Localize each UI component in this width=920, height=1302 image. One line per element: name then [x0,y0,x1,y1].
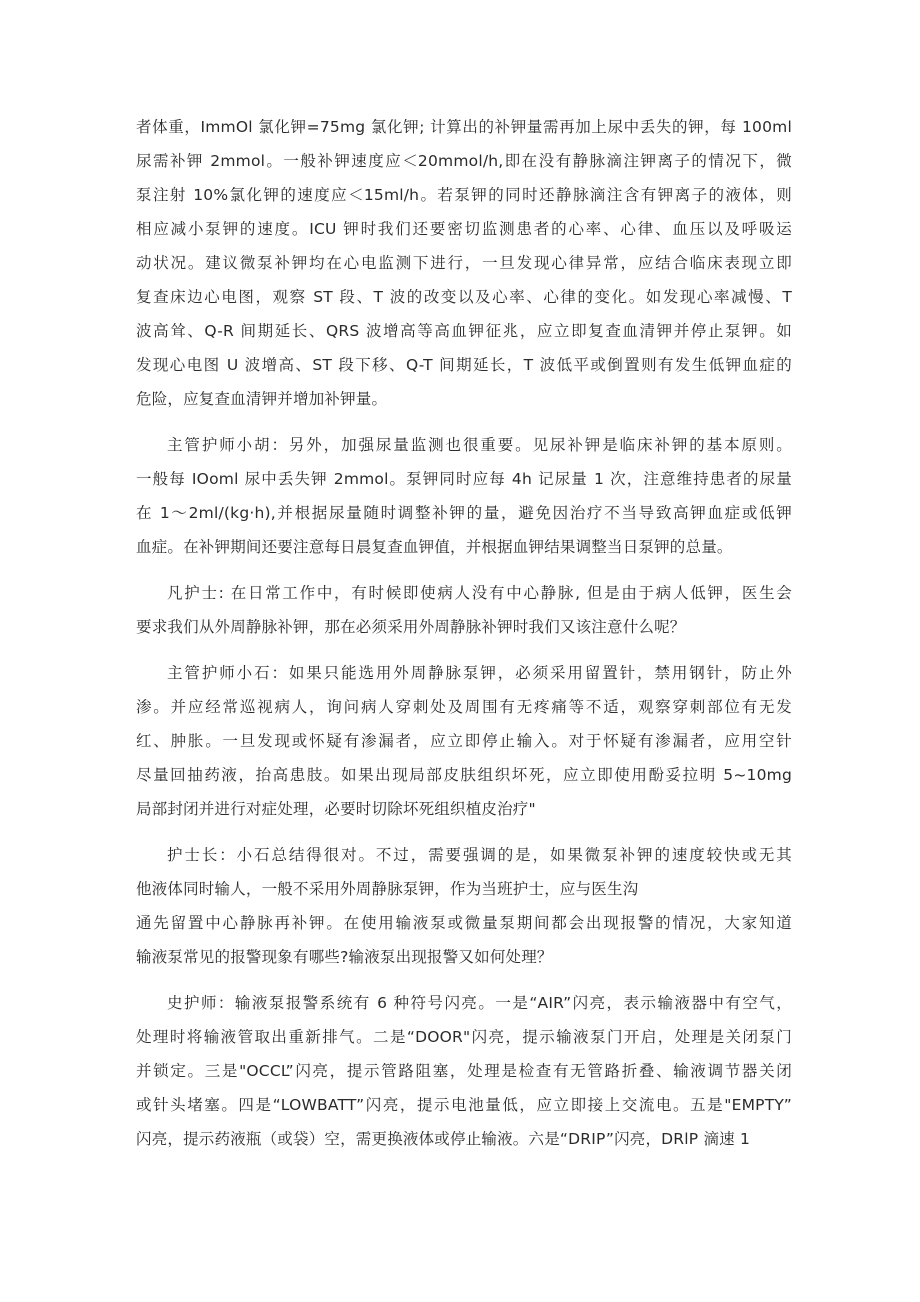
text-line: 闪亮，提示药液瓶（或袋）空，需更换液体或停止输液。六是“DRIP”闪亮，DRlP 滴速 1 [136,1130,751,1148]
text-line: 局部封闭并进行对症处理，必要时切除坏死组织植皮治疗" [136,800,536,818]
text-line: 渗。并应经常巡视病人，询问病人穿刺处及周围有无疼痛等不适，观察穿刺部位有无发 [136,698,792,716]
text-line: 血症。在补钾期间还要注意每日晨复查血钾值，并根据血钾结果调整当日泵钾的总量。 [136,538,733,556]
text-line: 处理时将输液管取出重新排气。二是“DOOR"闪亮，提示输液泵门开启，处理是关闭泵门 [136,1028,792,1046]
text-line: 他液体同时输人，一般不采用外周静脉泵钾，作为当班护士，应与医生沟 [136,880,639,898]
text-line: 尿需补钾 2mmol。一般补钾速度应＜20mmol/h,即在没有静脉滴注钾离子的情况下，微 [136,152,792,170]
paragraph [136,838,792,974]
text-line: 泵注射 10%氯化钾的速度应＜15ml/h。若泵钾的同时还静脉滴注含有钾离子的液体，则 [136,186,792,204]
paragraph [136,428,792,564]
text-line: 动状况。建议微泵补钾均在心电监测下进行，一旦发现心律异常，应结合临床表现立即 [136,254,792,272]
paragraph [136,576,792,644]
text-line: 复查床边心电图，观察 ST 段、T 波的改变以及心率、心律的变化。如发现心率减慢、T [136,288,792,306]
text-line: 或针头堵塞。四是“LOWBATT”闪亮，提示电池量低，应立即接上交流电。五是"EMPTY” [136,1096,792,1114]
text-line: 红、肿胀。一旦发现或怀疑有渗漏者，应立即停止输入。对于怀疑有渗漏者，应用空针 [136,732,792,750]
text-line: 危险，应复查血清钾并增加补钾量。 [136,390,388,408]
paragraph [136,986,792,1156]
text-line: 发现心电图 U 波增高、ST 段下移、Q-T 间期延长，T 波低平或倒置则有发生低钾血症的 [136,356,792,374]
text-line: 要求我们从外周静脉补钾，那在必须采用外周静脉补钾时我们又该注意什么呢？ [136,618,686,636]
text-line: 者体重，ImmOl 氯化钾=75mg 氯化钾; 计算出的补钾量需再加上尿中丢失的钾，每 100ml [136,118,792,136]
document-body [136,110,792,1168]
text-line: 通先留置中心静脉再补钾。在使用输液泵或微量泵期间都会出现报警的情况，大家知道 [136,914,792,932]
text-line: 主管护师小胡：另外，加强尿量监测也很重要。见尿补钾是临床补钾的基本原则。 [167,436,792,454]
text-line: 波高耸、Q-R 间期延长、QRS 波增高等高血钾征兆，应立即复查血清钾并停止泵钾。如 [136,322,792,340]
text-line: 一般每 IOoml 尿中丢失钾 2mmol。泵钾同时应每 4h 记尿量 1 次，注意维持患者的尿量 [136,470,792,488]
paragraph [136,110,792,416]
text-line: 相应减小泵钾的速度。ICU 钾时我们还要密切监测患者的心率、心律、血压以及呼吸运 [136,220,792,238]
text-line: 尽量回抽药液，抬高患肢。如果出现局部皮肤组织坏死，应立即使用酚妥拉明 5~10mg [136,766,792,784]
paragraph [136,656,792,826]
text-line: 并锁定。三是"OCCL”闪亮，提示管路阻塞，处理是检查有无管路折叠、输液调节器关闭 [136,1062,792,1080]
text-line: 史护师：输液泵报警系统有 6 种符号闪亮。一是“AIR”闪亮，表示输液器中有空气， [167,994,792,1012]
text-line: 主管护师小石：如果只能选用外周静脉泵钾，必须采用留置针，禁用钢针，防止外 [167,664,792,682]
text-line: 输液泵常见的报警现象有哪些?输液泵出现报警又如何处理？ [136,948,553,966]
text-line: 护士长：小石总结得很对。不过，需要强调的是，如果微泵补钾的速度较快或无其 [167,846,792,864]
text-line: 在 1～2ml/(kg·h),并根据尿量随时调整补钾的量，避免因治疗不当导致高钾血症或低钾 [136,504,792,522]
text-line: 凡护士: 在日常工作中，有时候即使病人没有中心静脉, 但是由于病人低钾，医生会 [167,584,792,602]
